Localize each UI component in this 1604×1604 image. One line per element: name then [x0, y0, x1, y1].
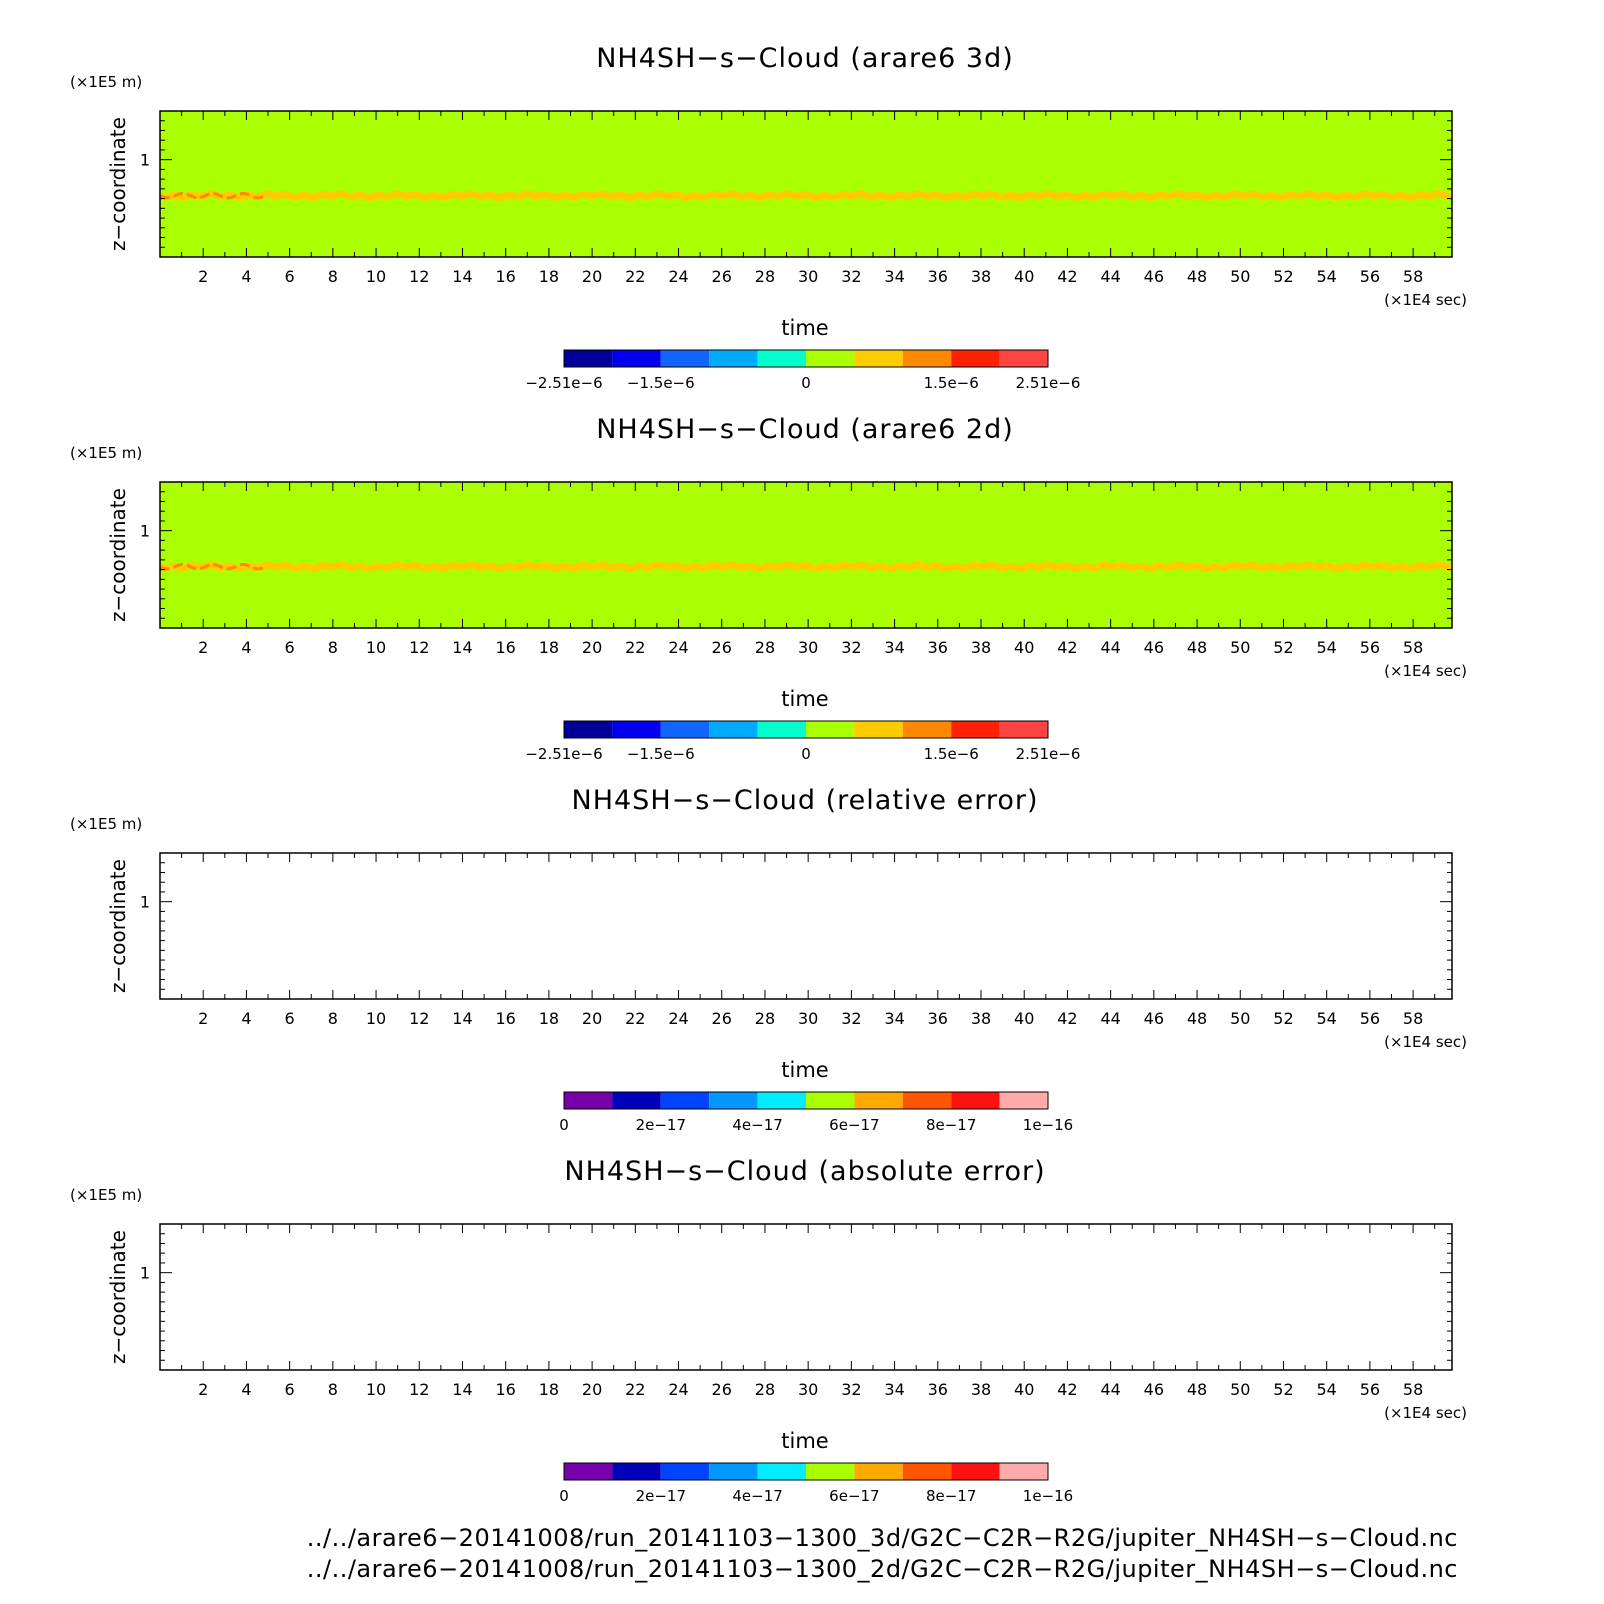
- x-tick-label: 12: [409, 638, 430, 657]
- colorbar-swatch: [903, 721, 951, 738]
- footer-file-path-3d: ../../arare6−20141008/run_20141103−1300_3d/G2C−C2R−R2G/jupiter_NH4SH−s−Cloud.nc: [306, 1524, 1458, 1552]
- colorbar-swatch: [709, 721, 757, 738]
- x-tick-label: 6: [284, 1380, 295, 1399]
- x-tick-label: 12: [409, 1009, 430, 1028]
- colorbar-tick-label: −2.51e−6: [525, 745, 603, 763]
- colorbar-swatch: [1000, 1463, 1048, 1480]
- x-tick-label: 28: [754, 267, 776, 286]
- y-tick-label: 1: [139, 521, 150, 541]
- chart-panel-3: [70, 785, 1467, 1134]
- x-tick-label: 2: [198, 638, 209, 657]
- x-tick-label: 18: [538, 1380, 560, 1399]
- colorbar-tick-label: 1.5e−6: [923, 745, 979, 763]
- x-tick-label: 56: [1359, 267, 1381, 286]
- x-tick-label: 42: [1057, 267, 1078, 286]
- cloud-layer: [160, 194, 1452, 198]
- x-tick-label: 16: [495, 1380, 516, 1399]
- colorbar-swatch: [951, 350, 999, 367]
- x-tick-label: 52: [1273, 1380, 1294, 1399]
- x-tick-label: 26: [711, 267, 732, 286]
- colorbar-tick-label: 4e−17: [732, 1116, 783, 1134]
- colorbar-tick-label: 2.51e−6: [1015, 745, 1081, 763]
- colorbar-swatch: [709, 1463, 757, 1480]
- colorbar-swatch: [806, 1463, 854, 1480]
- y-axis-label: z−coordinate: [106, 1230, 130, 1364]
- chart-title: NH4SH−s−Cloud (relative error): [571, 785, 1039, 816]
- x-tick-label: 56: [1359, 638, 1381, 657]
- x-tick-label: 14: [452, 638, 473, 657]
- x-tick-label: 50: [1230, 638, 1251, 657]
- x-tick-label: 30: [797, 1009, 819, 1028]
- colorbar-tick-label: 6e−17: [829, 1487, 880, 1505]
- x-tick-label: 6: [284, 1009, 295, 1028]
- x-tick-label: 8: [327, 1009, 338, 1028]
- chart-panel-1: [70, 43, 1467, 392]
- x-tick-label: 4: [241, 638, 252, 657]
- colorbar-swatch: [1000, 1092, 1048, 1109]
- colorbar-swatch: [1000, 350, 1048, 367]
- x-tick-label: 32: [841, 267, 862, 286]
- y-tick-label: 1: [139, 1263, 150, 1283]
- x-tick-label: 4: [241, 267, 252, 286]
- x-tick-label: 14: [452, 1380, 473, 1399]
- colorbar-tick-label: −1.5e−6: [626, 745, 695, 763]
- colorbar-swatch: [854, 1463, 902, 1480]
- x-tick-label: 34: [884, 638, 905, 657]
- x-tick-label: 16: [495, 638, 516, 657]
- colorbar-tick-label: 1e−16: [1022, 1116, 1074, 1134]
- x-tick-label: 54: [1316, 267, 1337, 286]
- colorbar-swatch: [806, 1092, 854, 1109]
- colorbar-tick-label: 0: [801, 745, 811, 763]
- x-tick-label: 16: [495, 1009, 516, 1028]
- colorbar-swatch: [661, 1092, 709, 1109]
- x-tick-label: 38: [970, 267, 992, 286]
- x-tick-label: 28: [754, 638, 776, 657]
- x-tick-label: 2: [198, 1009, 209, 1028]
- colorbar-tick-label: 8e−17: [925, 1487, 977, 1505]
- colorbar-swatch: [612, 350, 660, 367]
- x-axis-unit: (×1E4 sec): [1384, 291, 1467, 309]
- y-tick-label: 1: [139, 150, 150, 170]
- x-tick-label: 40: [1014, 1009, 1035, 1028]
- colorbar-swatch: [564, 1463, 612, 1480]
- colorbar-tick-label: −1.5e−6: [626, 374, 695, 392]
- x-tick-label: 36: [927, 1380, 948, 1399]
- colorbar-tick-label: 2e−17: [635, 1116, 687, 1134]
- x-tick-label: 46: [1143, 638, 1165, 657]
- x-tick-label: 26: [711, 638, 732, 657]
- colorbar-swatch: [951, 721, 999, 738]
- x-tick-label: 24: [668, 267, 689, 286]
- x-tick-label: 44: [1100, 267, 1121, 286]
- x-tick-label: 24: [668, 638, 689, 657]
- x-tick-label: 48: [1186, 1009, 1208, 1028]
- x-tick-label: 20: [581, 638, 603, 657]
- colorbar-swatch: [1000, 721, 1048, 738]
- x-tick-label: 30: [797, 638, 819, 657]
- x-tick-label: 38: [970, 1380, 992, 1399]
- x-tick-label: 30: [797, 267, 819, 286]
- x-tick-label: 50: [1230, 267, 1251, 286]
- colorbar-tick-label: 8e−17: [925, 1116, 977, 1134]
- x-tick-label: 26: [711, 1380, 732, 1399]
- x-tick-label: 4: [241, 1009, 252, 1028]
- colorbar-tick-label: −2.51e−6: [525, 374, 603, 392]
- x-tick-label: 40: [1014, 1380, 1035, 1399]
- x-tick-label: 44: [1100, 1009, 1121, 1028]
- chart-panel-2: [70, 414, 1467, 763]
- x-tick-label: 4: [241, 1380, 252, 1399]
- colorbar-swatch: [903, 350, 951, 367]
- x-tick-label: 10: [365, 1009, 387, 1028]
- colorbar-tick-label: 0: [559, 1487, 569, 1505]
- colorbar-swatch: [661, 350, 709, 367]
- x-axis-unit: (×1E4 sec): [1384, 1404, 1467, 1422]
- x-tick-label: 48: [1186, 638, 1208, 657]
- colorbar-swatch: [854, 721, 902, 738]
- colorbar-swatch: [806, 350, 854, 367]
- x-tick-label: 16: [495, 267, 516, 286]
- colorbar-tick-label: 1.5e−6: [923, 374, 979, 392]
- colorbar-swatch: [564, 1092, 612, 1109]
- y-axis-unit: (×1E5 m): [70, 444, 143, 462]
- x-tick-label: 34: [884, 1380, 905, 1399]
- x-axis-unit: (×1E4 sec): [1384, 662, 1467, 680]
- x-axis-label: time: [781, 316, 829, 340]
- x-tick-label: 36: [927, 267, 948, 286]
- heatmap-background: [160, 482, 1452, 628]
- x-tick-label: 50: [1230, 1380, 1251, 1399]
- x-tick-label: 18: [538, 1009, 560, 1028]
- x-axis-label: time: [781, 687, 829, 711]
- y-tick-label: 1: [139, 892, 150, 912]
- x-tick-label: 22: [625, 638, 646, 657]
- x-tick-label: 54: [1316, 638, 1337, 657]
- x-tick-label: 8: [327, 638, 338, 657]
- x-tick-label: 28: [754, 1380, 776, 1399]
- colorbar-swatch: [612, 1092, 660, 1109]
- x-tick-label: 46: [1143, 267, 1165, 286]
- chart-title: NH4SH−s−Cloud (arare6 3d): [596, 43, 1014, 74]
- colorbar-swatch: [661, 1463, 709, 1480]
- x-tick-label: 20: [581, 1380, 603, 1399]
- y-axis-unit: (×1E5 m): [70, 815, 143, 833]
- colorbar-tick-label: 2.51e−6: [1015, 374, 1081, 392]
- chart-panel-4: [70, 1156, 1467, 1505]
- x-tick-label: 30: [797, 1380, 819, 1399]
- x-tick-label: 52: [1273, 638, 1294, 657]
- x-tick-label: 50: [1230, 1009, 1251, 1028]
- x-tick-label: 32: [841, 638, 862, 657]
- colorbar-swatch: [854, 1092, 902, 1109]
- x-tick-label: 10: [365, 1380, 387, 1399]
- x-tick-label: 32: [841, 1380, 862, 1399]
- colorbar-swatch: [758, 350, 806, 367]
- cloud-layer: [160, 565, 1452, 569]
- colorbar-swatch: [661, 721, 709, 738]
- x-tick-label: 54: [1316, 1380, 1337, 1399]
- x-tick-label: 56: [1359, 1380, 1381, 1399]
- x-axis-label: time: [781, 1058, 829, 1082]
- x-tick-label: 34: [884, 1009, 905, 1028]
- colorbar-swatch: [612, 721, 660, 738]
- y-axis-label: z−coordinate: [106, 117, 130, 251]
- x-tick-label: 14: [452, 267, 473, 286]
- chart-title: NH4SH−s−Cloud (arare6 2d): [596, 414, 1014, 445]
- colorbar-swatch: [951, 1463, 999, 1480]
- x-axis-label: time: [781, 1429, 829, 1453]
- x-tick-label: 6: [284, 638, 295, 657]
- y-axis-label: z−coordinate: [106, 488, 130, 622]
- colorbar-swatch: [854, 350, 902, 367]
- colorbar-swatch: [758, 721, 806, 738]
- x-tick-label: 36: [927, 1009, 948, 1028]
- colorbar-tick-label: 0: [559, 1116, 569, 1134]
- x-tick-label: 28: [754, 1009, 776, 1028]
- x-tick-label: 6: [284, 267, 295, 286]
- x-tick-label: 34: [884, 267, 905, 286]
- x-tick-label: 26: [711, 1009, 732, 1028]
- x-tick-label: 58: [1402, 1009, 1424, 1028]
- x-tick-label: 8: [327, 1380, 338, 1399]
- colorbar-swatch: [709, 350, 757, 367]
- colorbar-tick-label: 2e−17: [635, 1487, 687, 1505]
- x-tick-label: 58: [1402, 267, 1424, 286]
- y-axis-unit: (×1E5 m): [70, 73, 143, 91]
- x-axis-unit: (×1E4 sec): [1384, 1033, 1467, 1051]
- x-tick-label: 12: [409, 1380, 430, 1399]
- x-tick-label: 10: [365, 267, 387, 286]
- chart-title: NH4SH−s−Cloud (absolute error): [564, 1156, 1046, 1187]
- x-tick-label: 46: [1143, 1009, 1165, 1028]
- colorbar-swatch: [564, 350, 612, 367]
- x-tick-label: 22: [625, 267, 646, 286]
- x-tick-label: 12: [409, 267, 430, 286]
- plot-frame: [160, 853, 1452, 999]
- colorbar-tick-label: 6e−17: [829, 1116, 880, 1134]
- plot-frame: [160, 1224, 1452, 1370]
- colorbar-swatch: [903, 1092, 951, 1109]
- x-tick-label: 42: [1057, 1380, 1078, 1399]
- x-tick-label: 42: [1057, 638, 1078, 657]
- colorbar-swatch: [709, 1092, 757, 1109]
- x-tick-label: 20: [581, 267, 603, 286]
- x-tick-label: 48: [1186, 267, 1208, 286]
- x-tick-label: 8: [327, 267, 338, 286]
- colorbar-swatch: [806, 721, 854, 738]
- x-tick-label: 24: [668, 1380, 689, 1399]
- x-tick-label: 20: [581, 1009, 603, 1028]
- x-tick-label: 2: [198, 267, 209, 286]
- x-tick-label: 10: [365, 638, 387, 657]
- x-tick-label: 44: [1100, 638, 1121, 657]
- x-tick-label: 58: [1402, 638, 1424, 657]
- x-tick-label: 24: [668, 1009, 689, 1028]
- x-tick-label: 18: [538, 638, 560, 657]
- y-axis-unit: (×1E5 m): [70, 1186, 143, 1204]
- x-tick-label: 42: [1057, 1009, 1078, 1028]
- colorbar-swatch: [903, 1463, 951, 1480]
- x-tick-label: 18: [538, 267, 560, 286]
- colorbar-tick-label: 4e−17: [732, 1487, 783, 1505]
- x-tick-label: 44: [1100, 1380, 1121, 1399]
- y-axis-label: z−coordinate: [106, 859, 130, 993]
- x-tick-label: 2: [198, 1380, 209, 1399]
- colorbar-swatch: [758, 1463, 806, 1480]
- colorbar-swatch: [758, 1092, 806, 1109]
- heatmap-background: [160, 111, 1452, 257]
- x-tick-label: 56: [1359, 1009, 1381, 1028]
- x-tick-label: 52: [1273, 267, 1294, 286]
- footer-file-path-2d: ../../arare6−20141008/run_20141103−1300_2d/G2C−C2R−R2G/jupiter_NH4SH−s−Cloud.nc: [306, 1555, 1458, 1583]
- colorbar-swatch: [612, 1463, 660, 1480]
- x-tick-label: 22: [625, 1009, 646, 1028]
- x-tick-label: 36: [927, 638, 948, 657]
- colorbar-tick-label: 1e−16: [1022, 1487, 1074, 1505]
- x-tick-label: 38: [970, 1009, 992, 1028]
- x-tick-label: 52: [1273, 1009, 1294, 1028]
- colorbar-swatch: [951, 1092, 999, 1109]
- x-tick-label: 58: [1402, 1380, 1424, 1399]
- x-tick-label: 40: [1014, 638, 1035, 657]
- x-tick-label: 40: [1014, 267, 1035, 286]
- x-tick-label: 48: [1186, 1380, 1208, 1399]
- x-tick-label: 54: [1316, 1009, 1337, 1028]
- x-tick-label: 46: [1143, 1380, 1165, 1399]
- x-tick-label: 38: [970, 638, 992, 657]
- x-tick-label: 22: [625, 1380, 646, 1399]
- colorbar-tick-label: 0: [801, 374, 811, 392]
- x-tick-label: 14: [452, 1009, 473, 1028]
- colorbar-swatch: [564, 721, 612, 738]
- x-tick-label: 32: [841, 1009, 862, 1028]
